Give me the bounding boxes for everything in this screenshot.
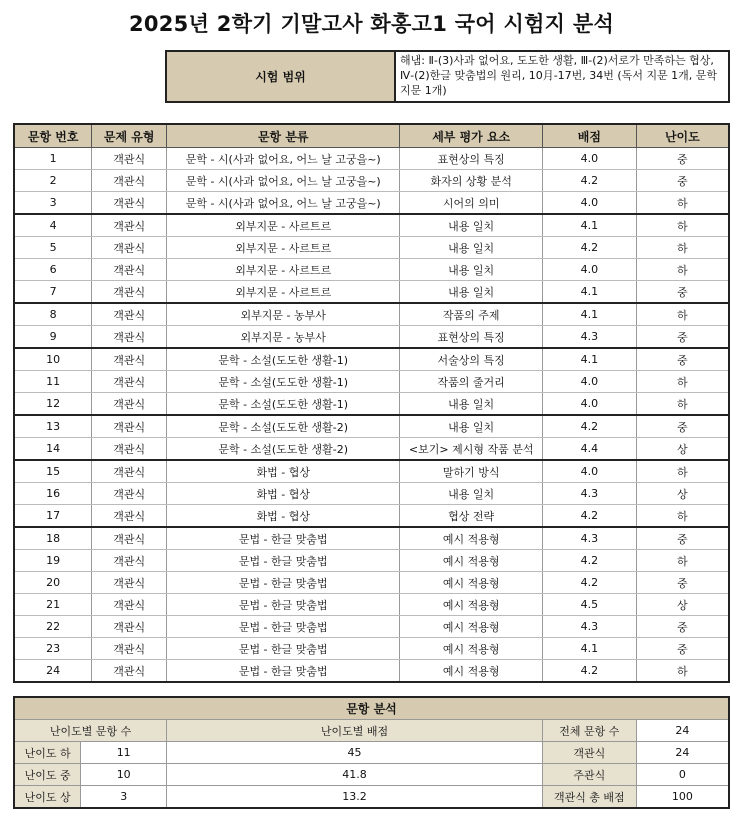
table-row: [14, 348, 729, 371]
assessment-element: 표현상의 특징: [400, 326, 543, 349]
question-score: 4.3: [542, 483, 636, 505]
question-difficulty: 하: [636, 259, 729, 281]
table-row: [14, 460, 729, 483]
question-difficulty: 하: [636, 505, 729, 528]
question-type: 객관식: [92, 572, 167, 594]
assessment-element: 말하기 방식: [400, 460, 543, 483]
question-difficulty: 하: [636, 237, 729, 259]
summary-count-header: 난이도별 문항 수: [14, 720, 167, 742]
question-type: 객관식: [92, 460, 167, 483]
page-title: 2025년 2학기 기말고사 화홍고1 국어 시험지 분석: [128, 12, 615, 36]
question-number: 17: [14, 505, 92, 528]
table-row: [14, 371, 729, 393]
summary-key: 객관식 총 배점: [542, 786, 636, 809]
header-category: 문항 분류: [167, 124, 400, 148]
question-type: 객관식: [92, 505, 167, 528]
question-category: 화법 - 협상: [167, 460, 400, 483]
question-type: 객관식: [92, 348, 167, 371]
assessment-element: 내용 일치: [400, 214, 543, 237]
question-category: 화법 - 협상: [167, 505, 400, 528]
assessment-element: 내용 일치: [400, 393, 543, 416]
table-row: [14, 660, 729, 683]
question-score: 4.3: [542, 616, 636, 638]
summary-total-label: 전체 문항 수: [542, 720, 636, 742]
question-type: 객관식: [92, 527, 167, 550]
table-row: [14, 527, 729, 550]
header-assessment-element: 세부 평가 요소: [400, 124, 543, 148]
summary-key: 주관식: [542, 764, 636, 786]
question-category: 문법 - 한글 맞춤법: [167, 660, 400, 683]
question-score: 4.3: [542, 527, 636, 550]
question-difficulty: 중: [636, 170, 729, 192]
question-category: 문법 - 한글 맞춤법: [167, 594, 400, 616]
summary-value: 0: [636, 764, 729, 786]
question-category: 문학 - 시(사과 없어요, 어느 날 고궁을~): [167, 148, 400, 170]
assessment-element: 화자의 상황 분석: [400, 170, 543, 192]
question-type: 객관식: [92, 393, 167, 416]
question-difficulty: 하: [636, 214, 729, 237]
question-type: 객관식: [92, 438, 167, 461]
summary-level: 난이도 하: [14, 742, 81, 764]
assessment-element: 서술상의 특징: [400, 348, 543, 371]
header-difficulty: 난이도: [636, 124, 729, 148]
table-row: [14, 483, 729, 505]
summary-level: 난이도 중: [14, 764, 81, 786]
question-type: 객관식: [92, 214, 167, 237]
question-difficulty: 하: [636, 660, 729, 683]
summary-value: 24: [636, 742, 729, 764]
table-row: [14, 303, 729, 326]
question-number: 21: [14, 594, 92, 616]
summary-title: 문항 분석: [14, 697, 729, 720]
question-number: 20: [14, 572, 92, 594]
question-type: 객관식: [92, 415, 167, 438]
question-score: 4.2: [542, 237, 636, 259]
question-category: 문학 - 소설(도도한 생활-1): [167, 348, 400, 371]
question-type: 객관식: [92, 594, 167, 616]
question-number: 3: [14, 192, 92, 215]
question-score: 4.0: [542, 148, 636, 170]
question-category: 외부지문 - 농부사: [167, 326, 400, 349]
question-score: 4.0: [542, 259, 636, 281]
question-number: 19: [14, 550, 92, 572]
table-row: [14, 550, 729, 572]
question-type: 객관식: [92, 303, 167, 326]
question-type: 객관식: [92, 192, 167, 215]
question-category: 문법 - 한글 맞춤법: [167, 550, 400, 572]
assessment-element: 예시 적용형: [400, 527, 543, 550]
assessment-element: 내용 일치: [400, 415, 543, 438]
assessment-element: 시어의 의미: [400, 192, 543, 215]
question-type: 객관식: [92, 371, 167, 393]
question-score: 4.0: [542, 393, 636, 416]
table-row: [14, 638, 729, 660]
question-number: 15: [14, 460, 92, 483]
question-type: 객관식: [92, 550, 167, 572]
question-category: 문학 - 시(사과 없어요, 어느 날 고궁을~): [167, 192, 400, 215]
question-score: 4.2: [542, 550, 636, 572]
assessment-element: 예시 적용형: [400, 572, 543, 594]
table-row: [14, 594, 729, 616]
summary-key: 객관식: [542, 742, 636, 764]
question-category: 문학 - 소설(도도한 생활-2): [167, 438, 400, 461]
header-question-type: 문제 유형: [92, 124, 167, 148]
question-number: 2: [14, 170, 92, 192]
exam-scope-text: 해냄: Ⅱ-(3)사과 없어요, 도도한 생활, Ⅲ-(2)서로가 만족하는 협상, Ⅳ-(2)한글 맞춤법의 원리, 10月-17번, 34번 (독서 지문 1개, 문학 지문 1개): [400, 54, 718, 97]
question-difficulty: 중: [636, 638, 729, 660]
summary-level: 난이도 상: [14, 786, 81, 809]
question-difficulty: 하: [636, 550, 729, 572]
summary-score: 41.8: [167, 764, 543, 786]
summary-score-header: 난이도별 배점: [167, 720, 543, 742]
table-row: [14, 393, 729, 416]
assessment-element: 예시 적용형: [400, 616, 543, 638]
question-category: 외부지문 - 농부사: [167, 303, 400, 326]
summary-row: [14, 764, 729, 786]
summary-total-value: 24: [636, 720, 729, 742]
question-number: 4: [14, 214, 92, 237]
question-category: 문학 - 소설(도도한 생활-1): [167, 371, 400, 393]
question-score: 4.1: [542, 214, 636, 237]
question-difficulty: 중: [636, 572, 729, 594]
summary-table: [13, 696, 730, 809]
summary-count: 11: [81, 742, 167, 764]
question-difficulty: 중: [636, 527, 729, 550]
question-type: 객관식: [92, 259, 167, 281]
question-type: 객관식: [92, 237, 167, 259]
question-score: 4.1: [542, 348, 636, 371]
table-row: [14, 616, 729, 638]
question-category: 화법 - 협상: [167, 483, 400, 505]
question-category: 문법 - 한글 맞춤법: [167, 616, 400, 638]
question-type: 객관식: [92, 148, 167, 170]
header-question-number: 문항 번호: [14, 124, 92, 148]
question-table: [13, 123, 730, 683]
assessment-element: 예시 적용형: [400, 638, 543, 660]
question-number: 14: [14, 438, 92, 461]
assessment-element: 내용 일치: [400, 281, 543, 304]
question-number: 18: [14, 527, 92, 550]
question-category: 문법 - 한글 맞춤법: [167, 527, 400, 550]
question-number: 16: [14, 483, 92, 505]
table-row: [14, 148, 729, 170]
question-category: 문법 - 한글 맞춤법: [167, 638, 400, 660]
question-difficulty: 상: [636, 594, 729, 616]
assessment-element: 작품의 줄거리: [400, 371, 543, 393]
question-score: 4.1: [542, 303, 636, 326]
question-type: 객관식: [92, 170, 167, 192]
question-number: 13: [14, 415, 92, 438]
table-row: [14, 259, 729, 281]
assessment-element: 내용 일치: [400, 237, 543, 259]
question-number: 23: [14, 638, 92, 660]
summary-count: 3: [81, 786, 167, 809]
question-difficulty: 중: [636, 281, 729, 304]
question-difficulty: 중: [636, 326, 729, 349]
question-number: 22: [14, 616, 92, 638]
question-difficulty: 중: [636, 148, 729, 170]
question-number: 24: [14, 660, 92, 683]
question-category: 외부지문 - 사르트르: [167, 259, 400, 281]
summary-row: [14, 742, 729, 764]
question-number: 8: [14, 303, 92, 326]
question-category: 문학 - 시(사과 없어요, 어느 날 고궁을~): [167, 170, 400, 192]
question-number: 11: [14, 371, 92, 393]
question-type: 객관식: [92, 638, 167, 660]
assessment-element: 예시 적용형: [400, 594, 543, 616]
table-row: [14, 505, 729, 528]
question-type: 객관식: [92, 281, 167, 304]
question-number: 6: [14, 259, 92, 281]
table-row: [14, 572, 729, 594]
question-number: 5: [14, 237, 92, 259]
question-category: 외부지문 - 사르트르: [167, 214, 400, 237]
question-type: 객관식: [92, 616, 167, 638]
table-row: [14, 192, 729, 215]
summary-score: 45: [167, 742, 543, 764]
assessment-element: <보기> 제시형 작품 분석: [400, 438, 543, 461]
question-score: 4.0: [542, 371, 636, 393]
table-row: [14, 415, 729, 438]
assessment-element: 표현상의 특징: [400, 148, 543, 170]
question-score: 4.3: [542, 326, 636, 349]
question-score: 4.2: [542, 505, 636, 528]
table-row: [14, 281, 729, 304]
question-number: 12: [14, 393, 92, 416]
question-score: 4.1: [542, 638, 636, 660]
assessment-element: 내용 일치: [400, 483, 543, 505]
question-score: 4.4: [542, 438, 636, 461]
summary-count: 10: [81, 764, 167, 786]
question-number: 1: [14, 148, 92, 170]
question-difficulty: 상: [636, 483, 729, 505]
question-table-header: [14, 124, 729, 148]
question-type: 객관식: [92, 660, 167, 683]
question-score: 4.0: [542, 192, 636, 215]
question-score: 4.2: [542, 415, 636, 438]
question-score: 4.0: [542, 460, 636, 483]
assessment-element: 내용 일치: [400, 259, 543, 281]
question-difficulty: 중: [636, 616, 729, 638]
question-category: 외부지문 - 사르트르: [167, 237, 400, 259]
assessment-element: 예시 적용형: [400, 550, 543, 572]
question-category: 문학 - 소설(도도한 생활-1): [167, 393, 400, 416]
summary-value: 100: [636, 786, 729, 809]
question-number: 10: [14, 348, 92, 371]
assessment-element: 협상 전략: [400, 505, 543, 528]
question-category: 외부지문 - 사르트르: [167, 281, 400, 304]
question-score: 4.5: [542, 594, 636, 616]
question-difficulty: 하: [636, 393, 729, 416]
question-difficulty: 하: [636, 371, 729, 393]
question-category: 문학 - 소설(도도한 생활-2): [167, 415, 400, 438]
question-score: 4.2: [542, 170, 636, 192]
header-score: 배점: [542, 124, 636, 148]
question-category: 문법 - 한글 맞춤법: [167, 572, 400, 594]
summary-score: 13.2: [167, 786, 543, 809]
question-difficulty: 하: [636, 303, 729, 326]
question-score: 4.1: [542, 281, 636, 304]
table-row: [14, 326, 729, 349]
table-row: [14, 214, 729, 237]
question-score: 4.2: [542, 660, 636, 683]
question-difficulty: 중: [636, 348, 729, 371]
question-type: 객관식: [92, 326, 167, 349]
summary-row: [14, 786, 729, 809]
question-difficulty: 하: [636, 192, 729, 215]
question-difficulty: 중: [636, 415, 729, 438]
question-number: 9: [14, 326, 92, 349]
table-row: [14, 170, 729, 192]
question-type: 객관식: [92, 483, 167, 505]
question-number: 7: [14, 281, 92, 304]
exam-scope-label: 시험 범위: [167, 52, 396, 101]
assessment-element: 작품의 주제: [400, 303, 543, 326]
assessment-element: 예시 적용형: [400, 660, 543, 683]
question-difficulty: 하: [636, 460, 729, 483]
question-score: 4.2: [542, 572, 636, 594]
question-difficulty: 상: [636, 438, 729, 461]
table-row: [14, 438, 729, 461]
table-row: [14, 237, 729, 259]
exam-scope-box: [165, 50, 730, 103]
